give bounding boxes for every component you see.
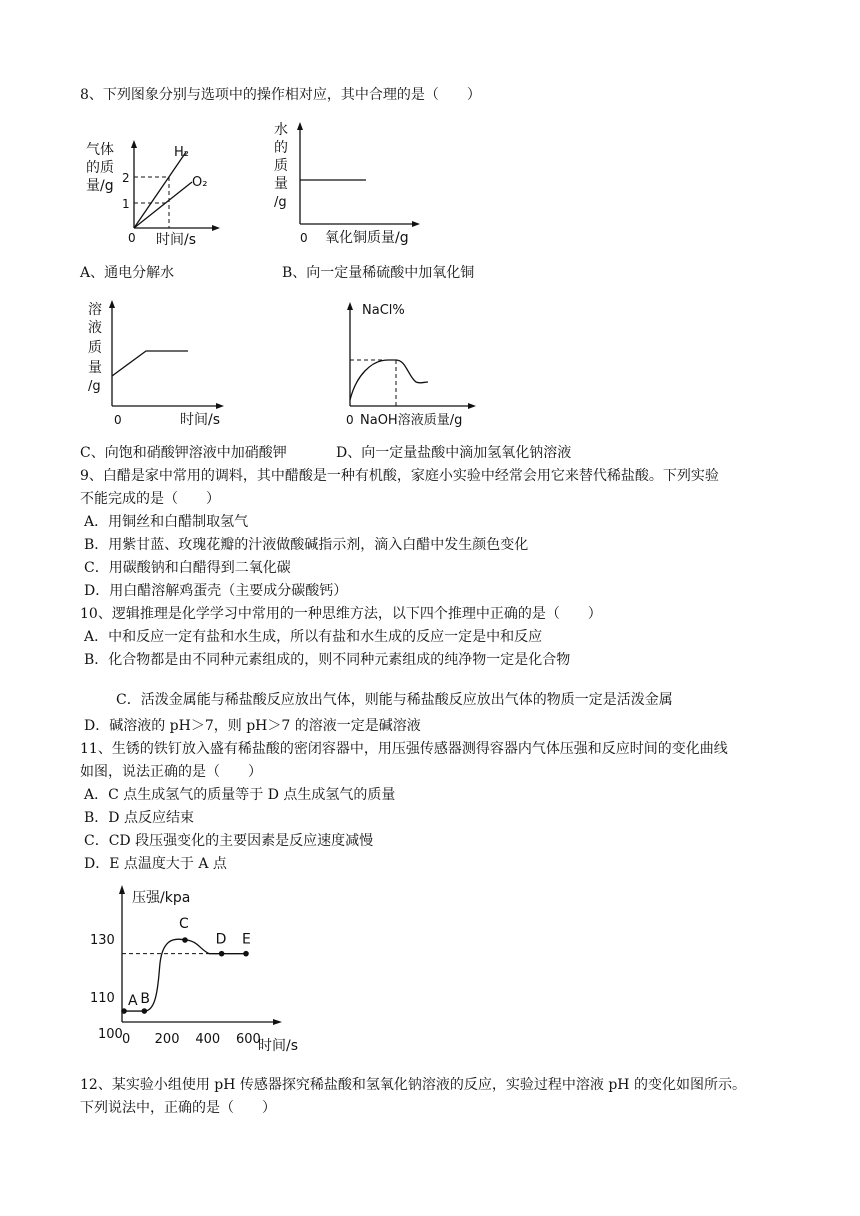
pressure-point-label-d: D xyxy=(215,931,227,948)
q9-option-d: D．用白醋溶解鸡蛋壳（主要成分碳酸钙） xyxy=(84,583,348,599)
q9-stem-line1: 9、白醋是家中常用的调料，其中醋酸是一种有机酸，家庭小实验中经常会用它来替代稀盐酸。下列实验 xyxy=(80,468,719,484)
graph-c-ylabel-1: 溶 xyxy=(88,302,102,318)
pressure-xlabel: 时间/s xyxy=(258,1038,299,1054)
pressure-y-tick: 110 xyxy=(90,991,115,1006)
pressure-y-arrow xyxy=(119,885,125,894)
graph-a-ylabel-1: 气体 xyxy=(86,142,114,158)
pressure-point-label-a: A xyxy=(128,993,138,1010)
q8-stem: 8、下列图象分别与选项中的操作相对应，其中合理的是（ ） xyxy=(80,87,481,103)
graph-b-ylabel-3: 质 xyxy=(274,158,288,174)
graph-a-ylabel-3: 量/g xyxy=(86,178,114,194)
graph-a-tick-2: 2 xyxy=(122,171,130,185)
graph-a-ylabel-2: 的质 xyxy=(86,160,114,176)
graph-c-ylabel-3: 质 xyxy=(88,340,102,356)
graph-c-ylabel-2: 液 xyxy=(88,320,102,336)
graph-b-ylabel-1: 水 xyxy=(274,122,288,138)
q8-option-a: A、通电分解水 xyxy=(80,265,175,281)
graph-b-ylabel-2: 的 xyxy=(274,140,288,156)
q9-option-c: C．用碳酸钠和白醋得到二氧化碳 xyxy=(84,560,291,576)
q11-option-d: D．E 点温度大于 A 点 xyxy=(84,856,227,872)
graph-a-tick-1: 1 xyxy=(122,197,130,211)
graph-a-h2-label: H₂ xyxy=(174,145,189,160)
pressure-x-arrow xyxy=(273,1019,282,1025)
q10-stem: 10、逻辑推理是化学学习中常用的一种思维方法，以下四个推理中正确的是（ ） xyxy=(80,606,602,622)
graph-c-xlabel: 时间/s xyxy=(180,412,221,428)
q12-stem-line2: 下列说法中，正确的是（ ） xyxy=(80,1100,276,1116)
q11-stem-line1: 11、生锈的铁钉放入盛有稀盐酸的密闭容器中，用压强传感器测得容器内气体压强和反应时间的变化曲线 xyxy=(80,741,728,757)
q10-option-a: A．中和反应一定有盐和水生成，所以有盐和水生成的反应一定是中和反应 xyxy=(84,629,543,645)
pressure-point-b xyxy=(142,1008,148,1014)
pressure-point-label-b: B xyxy=(140,991,150,1008)
graph-c-origin: 0 xyxy=(114,413,122,427)
pressure-x-tick: 0 xyxy=(122,1032,131,1047)
graph-d-origin: 0 xyxy=(346,413,354,427)
pressure-point-d xyxy=(219,951,225,957)
q10-option-d: D．碱溶液的 pH＞7，则 pH＞7 的溶液一定是碱溶液 xyxy=(84,718,421,734)
q11-stem-line2: 如图，说法正确的是（ ） xyxy=(80,764,262,780)
pressure-y-tick: 130 xyxy=(90,933,115,948)
pressure-x-tick: 400 xyxy=(195,1032,221,1047)
q8-option-c: C、向饱和硝酸钾溶液中加硝酸钾 xyxy=(80,445,287,461)
pressure-point-label-c: C xyxy=(179,916,189,932)
graph-a-origin: 0 xyxy=(128,231,136,245)
q12-stem-line1: 12、某实验小组使用 pH 传感器探究稀盐酸和氢氧化钠溶液的反应，实验过程中溶液 pH 的变化如图所示。 xyxy=(80,1077,746,1093)
q10-option-c: C．活泼金属能与稀盐酸反应放出气体，则能与稀盐酸反应放出气体的物质一定是活泼金属 xyxy=(116,692,673,708)
pressure-y-tick: 100 xyxy=(98,1027,123,1042)
graph-c-ylabel-4: 量 xyxy=(88,360,102,376)
pressure-ylabel: 压强/kpa xyxy=(132,890,191,906)
q8-option-d: D、向一定量盐酸中滴加氢氧化钠溶液 xyxy=(336,445,572,461)
pressure-x-tick: 200 xyxy=(154,1032,180,1047)
q11-option-b: B．D 点反应结束 xyxy=(84,810,194,826)
pressure-point-c xyxy=(182,937,188,943)
graph-b-origin: 0 xyxy=(300,231,308,245)
graph-b-ylabel-5: /g xyxy=(274,195,287,210)
q9-option-b: B．用紫甘蓝、玫瑰花瓣的汁液做酸碱指示剂，滴入白醋中发生颜色变化 xyxy=(84,537,529,553)
pressure-point-label-e: E xyxy=(242,931,251,948)
graph-a-o2-label: O₂ xyxy=(192,175,208,190)
graph-a-xlabel: 时间/s xyxy=(156,232,197,248)
graph-b-xlabel: 氧化铜质量/g xyxy=(325,230,409,246)
q8-option-b: B、向一定量稀硫酸中加氧化铜 xyxy=(282,265,475,281)
graph-c-ylabel-5: /g xyxy=(88,379,101,394)
q9-stem-line2: 不能完成的是（ ） xyxy=(80,491,220,507)
pressure-point-a xyxy=(121,1008,127,1014)
q11-option-a: A．C 点生成氢气的质量等于 D 点生成氢气的质量 xyxy=(84,787,396,803)
q11-option-c: C．CD 段压强变化的主要因素是反应速度减慢 xyxy=(84,833,374,849)
graph-d-ylabel: NaCl% xyxy=(362,303,405,318)
q9-option-a: A．用铜丝和白醋制取氢气 xyxy=(84,514,249,530)
graph-d-xlabel: NaOH溶液质量/g xyxy=(360,413,463,428)
pressure-x-tick: 600 xyxy=(236,1032,261,1047)
q10-option-b: B．化合物都是由不同种元素组成的，则不同种元素组成的纯净物一定是化合物 xyxy=(84,652,571,668)
pressure-point-e xyxy=(243,951,249,957)
graph-b-ylabel-4: 量 xyxy=(274,176,288,192)
